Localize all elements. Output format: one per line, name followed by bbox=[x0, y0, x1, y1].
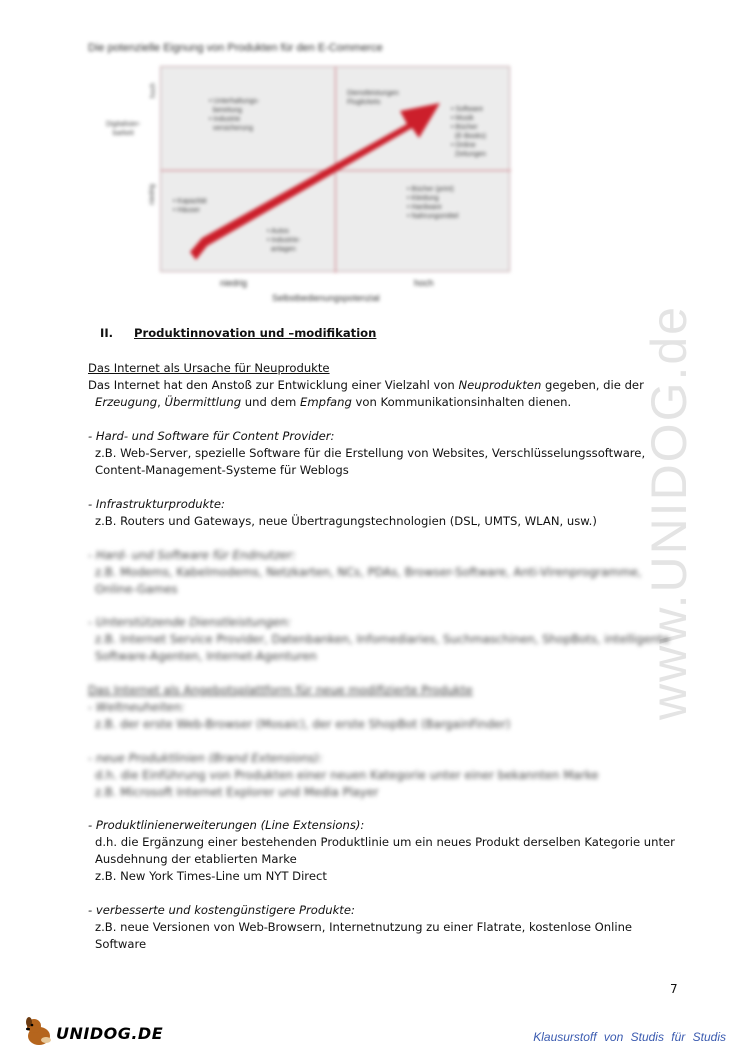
list-item-line: z.B. New York Times-Line um NYT Direct bbox=[95, 869, 327, 883]
list-item-line: Software-Agenten, Internet-Agenturen bbox=[95, 649, 317, 663]
page-number: 7 bbox=[670, 982, 678, 996]
x-axis-high: hoch bbox=[414, 278, 434, 288]
y-axis-label: Digitalisier- barkeit bbox=[106, 121, 141, 137]
eignung-figure bbox=[88, 40, 528, 310]
list-item-line: Content-Management-Systeme für Weblogs bbox=[95, 463, 349, 477]
list-item-title: - Hard- und Software für Content Provider: bbox=[88, 429, 335, 443]
logo-text: UNIDOG.DE bbox=[56, 1024, 164, 1043]
section-title: Produktinnovation und –modifikation bbox=[134, 326, 377, 340]
quadrant-bottom-left-text: • Kapazität • Häuser bbox=[173, 198, 207, 214]
quadrant-bottom-mid-text: • Autos • Industrie- anlagen bbox=[267, 228, 301, 253]
list-item-line: z.B. Microsoft Internet Explorer und Media Player bbox=[95, 785, 379, 799]
quadrant-top-right-list: • Software • Musik • Bücher (E-Books) • Online Zeitungen bbox=[451, 106, 487, 158]
x-axis-low: niedrig bbox=[220, 278, 248, 288]
paragraph-heading: Das Internet als Angebotsplattform für neue modifizierte Produkte bbox=[88, 683, 473, 697]
paragraph-line: Erzeugung, Übermittlung und dem Empfang von Kommunikationsinhalten dienen. bbox=[95, 395, 572, 409]
list-item-line: z.B. der erste Web-Browser (Mosaic), der erste ShopBot (BargainFinder) bbox=[95, 717, 511, 731]
quadrant-bottom-right-text: • Bücher (print) • Kleidung • Hardware • Nahrungsmittel bbox=[407, 186, 459, 220]
list-item-title: - Infrastrukturprodukte: bbox=[88, 497, 225, 511]
figure-title: Die potenzielle Eignung von Produkten für den E-Commerce bbox=[88, 42, 383, 54]
list-item-title: - Weltneuheiten: bbox=[88, 700, 185, 714]
eignung-arrow bbox=[160, 66, 510, 272]
list-item-line: z.B. Internet Service Provider, Datenbanken, Infomediaries, Suchmaschinen, ShopBots, intelligente bbox=[95, 632, 670, 646]
list-item-line: Online-Games bbox=[95, 582, 178, 596]
list-item-title: - Produktlinienerweiterungen (Line Extensions): bbox=[88, 818, 365, 832]
list-item-title: - neue Produktlinien (Brand Extensions): bbox=[88, 751, 323, 765]
section-number: II. bbox=[100, 326, 114, 340]
y-axis-low: niedrig bbox=[149, 183, 157, 206]
list-item-line: z.B. Web-Server, spezielle Software für die Erstellung von Websites, Verschlüsselungssoftware, bbox=[95, 446, 646, 460]
dog-icon bbox=[22, 1014, 58, 1048]
list-item-line: z.B. Routers und Gateways, neue Übertragungstechnologien (DSL, UMTS, WLAN, usw.) bbox=[95, 514, 597, 528]
paragraph-line: Das Internet hat den Anstoß zur Entwicklung einer Vielzahl von Neuprodukten gegeben, die der bbox=[88, 378, 644, 392]
quadrant-top-right-text: Dienstleistungen Flugtickets bbox=[347, 90, 399, 106]
list-item-title: - Hard- und Software für Endnutzer: bbox=[88, 548, 296, 562]
list-item-line: z.B. neue Versionen von Web-Browsern, Internetnutzung zu einer Flatrate, kostenlose Online bbox=[95, 920, 633, 934]
list-item-line: d.h. die Ergänzung einer bestehenden Produktlinie um ein neues Produkt derselben Kategorie unter bbox=[95, 835, 675, 849]
unidog-logo[interactable] bbox=[22, 1014, 162, 1048]
list-item-line: Software bbox=[95, 937, 147, 951]
watermark: www.UNIDOG.de bbox=[641, 305, 697, 720]
paragraph-heading: Das Internet als Ursache für Neuprodukte bbox=[88, 361, 330, 375]
x-axis-label: Selbstbedienungspotenzial bbox=[272, 293, 380, 303]
y-axis-high: hoch bbox=[150, 82, 158, 99]
list-item-title: - Unterstützende Dienstleistungen: bbox=[88, 615, 292, 629]
quadrant-top-left-text: • Unterhaltungs- bereitung • Industrie versicherung bbox=[209, 98, 260, 132]
list-item-title: - verbesserte und kostengünstigere Produkte: bbox=[88, 903, 355, 917]
list-item-line: z.B. Modems, Kabelmodems, Netzkarten, NCs, PDAs, Browser-Software, Anti-Virenprogramme, bbox=[95, 565, 642, 579]
footer-tagline: Klausurstoff von Studis für Studis bbox=[533, 1030, 726, 1044]
list-item-line: d.h. die Einführung von Produkten einer neuen Kategorie unter einer bekannten Marke bbox=[95, 768, 599, 782]
list-item-line: Ausdehnung der etablierten Marke bbox=[95, 852, 297, 866]
